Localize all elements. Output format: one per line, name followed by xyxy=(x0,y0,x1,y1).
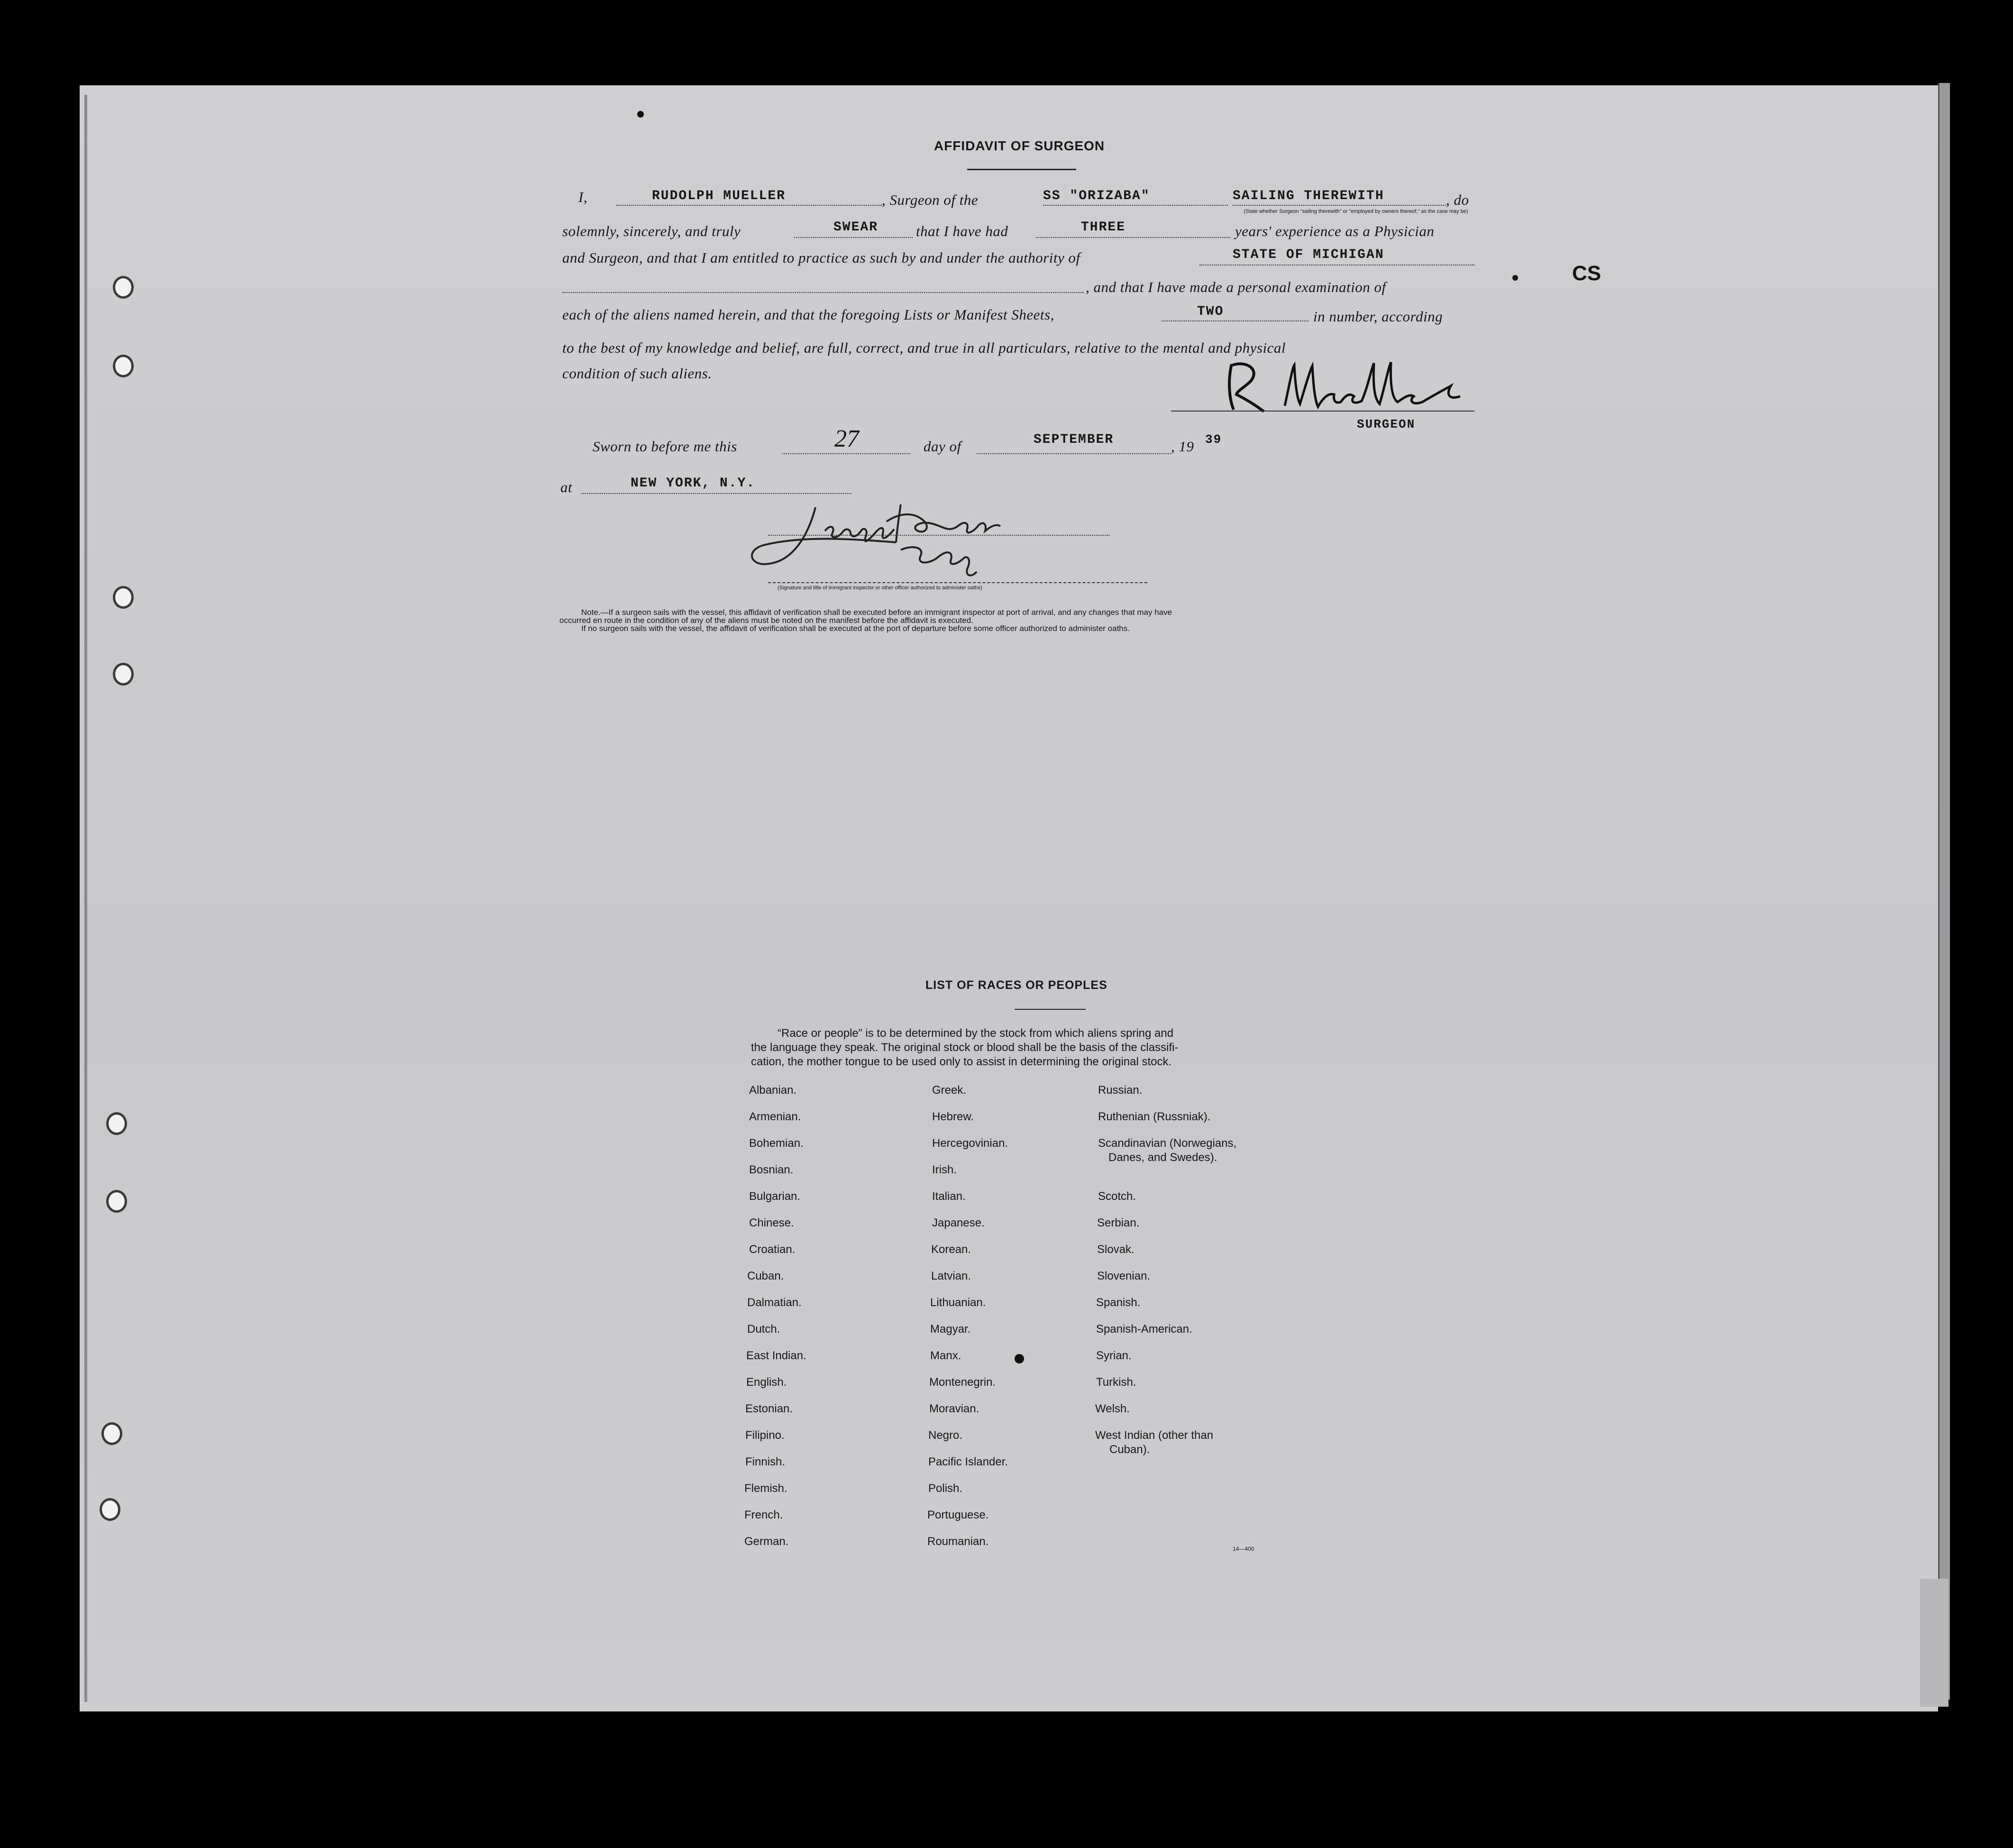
race-item: Negro. xyxy=(928,1429,963,1442)
race-item: Welsh. xyxy=(1095,1402,1130,1415)
surgeon-label: SURGEON xyxy=(1357,417,1416,431)
page-edge-corner xyxy=(1920,1579,1949,1707)
surgeon-signature xyxy=(1223,351,1489,417)
binder-hole xyxy=(113,663,134,686)
speck xyxy=(637,111,644,118)
condition-text: condition of such aliens. xyxy=(562,365,712,382)
affidavit-title: AFFIDAVIT OF SURGEON xyxy=(934,138,1105,153)
note-line-3: If no surgeon sails with the vessel, the affidavit of verification shall be executed at the port of departure before some officer authorized to administer oaths. xyxy=(581,624,1130,633)
race-item: Portuguese. xyxy=(927,1509,989,1521)
race-item: Armenian. xyxy=(749,1110,801,1123)
speck xyxy=(1512,275,1518,281)
sheet-count: TWO xyxy=(1197,304,1224,319)
authority-continued-line xyxy=(562,292,1084,293)
race-item: Hebrew. xyxy=(932,1110,974,1123)
document-page xyxy=(80,85,1938,1711)
binder-hole xyxy=(113,586,134,609)
binder-hole xyxy=(113,276,134,299)
sworn-day: 27 xyxy=(834,425,859,452)
margin-mark: CS xyxy=(1572,262,1601,285)
race-item: Bohemian. xyxy=(749,1137,804,1150)
race-item: Dalmatian. xyxy=(747,1296,802,1309)
race-item: Magyar. xyxy=(930,1323,971,1336)
binder-hole xyxy=(100,1498,120,1521)
oath-type: SWEAR xyxy=(833,220,878,235)
title-underline xyxy=(967,169,1076,170)
race-item: Estonian. xyxy=(745,1402,793,1415)
race-item: Dutch. xyxy=(747,1323,780,1336)
and-surgeon-text: and Surgeon, and that I am entitled to practice as such by and under the authority of xyxy=(562,249,1080,266)
sworn-place: NEW YORK, N.Y. xyxy=(631,476,756,491)
binder-hole xyxy=(101,1422,122,1445)
race-item: Moravian. xyxy=(929,1402,979,1415)
surgeon-name: RUDOLPH MUELLER xyxy=(652,189,786,203)
experience-text: years' experience as a Physician xyxy=(1235,223,1435,239)
race-item: Montenegrin. xyxy=(929,1376,996,1389)
race-item: Bulgarian. xyxy=(749,1190,801,1203)
race-item: Latvian. xyxy=(931,1270,971,1282)
races-title: LIST OF RACES OR PEOPLES xyxy=(925,979,1107,992)
race-item: Croatian. xyxy=(749,1243,796,1256)
month-line xyxy=(977,453,1171,454)
examination-text: , and that I have made a personal examination of xyxy=(1086,279,1386,295)
solemnly-text: solemnly, sincerely, and truly xyxy=(562,223,741,239)
page-edge xyxy=(1938,83,1950,1700)
note-line-1: Note.—If a surgeon sails with the vessel, this affidavit of verification shall be executed before an immigrant inspector at port of arrival, and any changes that may have xyxy=(581,608,1172,617)
race-item: Greek. xyxy=(932,1084,967,1097)
race-item: Italian. xyxy=(932,1190,966,1203)
surgeon-signature-line xyxy=(1171,411,1474,412)
race-item: Russian. xyxy=(1098,1084,1143,1097)
race-item: English. xyxy=(746,1376,787,1389)
race-item: East Indian. xyxy=(746,1349,806,1362)
year-suffix: 39 xyxy=(1205,432,1222,447)
form-number: 14—400 xyxy=(1233,1546,1254,1552)
race-item: West Indian (other than xyxy=(1095,1429,1214,1442)
race-item: Spanish. xyxy=(1096,1296,1141,1309)
races-intro-line-3: cation, the mother tongue to be used only to assist in determining the original stock. xyxy=(751,1055,1172,1068)
race-item: Ruthenian (Russniak). xyxy=(1098,1110,1211,1123)
note-line-2: occurred en route in the condition of any of the aliens must be noted on the manifest before the affidavit is executed. xyxy=(559,616,973,625)
race-item: Lithuanian. xyxy=(930,1296,986,1309)
race-item: Cuban). xyxy=(1109,1443,1150,1456)
sworn-month: SEPTEMBER xyxy=(1034,432,1114,447)
inspector-signature-line xyxy=(768,582,1147,583)
race-item: Chinese. xyxy=(749,1217,794,1229)
inspector-upper-line xyxy=(768,535,1109,536)
binder-hole xyxy=(106,1112,127,1135)
race-item: Bosnian. xyxy=(749,1163,794,1176)
day-line xyxy=(782,453,910,454)
vessel-name: SS "ORIZABA" xyxy=(1043,189,1150,203)
years-count: THREE xyxy=(1081,220,1126,235)
race-item: Irish. xyxy=(932,1163,957,1176)
race-item: Pacific Islander. xyxy=(928,1455,1008,1468)
race-item: Japanese. xyxy=(932,1217,985,1229)
status-line xyxy=(1233,205,1446,206)
signature-caption: (Signature and title of immigrant inspector or other officer authorized to administer oaths) xyxy=(778,585,982,591)
race-item: German. xyxy=(744,1535,789,1548)
binder-hole xyxy=(113,355,134,377)
vessel-line xyxy=(1043,205,1228,206)
sheets-line xyxy=(1162,320,1308,321)
race-item: Cuban. xyxy=(747,1270,784,1282)
authority: STATE OF MICHIGAN xyxy=(1233,247,1384,262)
race-item: Turkish. xyxy=(1096,1376,1136,1389)
years-line xyxy=(1036,237,1230,238)
sworn-text: Sworn to before me this xyxy=(593,438,737,455)
race-item: Finnish. xyxy=(745,1455,786,1468)
race-item: Albanian. xyxy=(749,1084,797,1097)
do-text: , do xyxy=(1446,192,1469,208)
status-note: (State whether Surgeon "sailing therewith" or "employed by owners thereof," as the case may be) xyxy=(1244,209,1468,214)
race-item: Serbian. xyxy=(1097,1217,1140,1229)
race-item: Syrian. xyxy=(1096,1349,1132,1362)
races-intro-line-1: “Race or people” is to be determined by the stock from which aliens spring and xyxy=(778,1027,1174,1040)
race-item: Scotch. xyxy=(1098,1190,1136,1203)
binding-line xyxy=(84,95,87,1702)
race-item: Flemish. xyxy=(744,1482,787,1495)
year-prefix: , 19 xyxy=(1171,438,1194,455)
sailing-status: SAILING THEREWITH xyxy=(1233,189,1384,203)
name-line xyxy=(616,205,882,206)
day-of-text: day of xyxy=(924,438,961,455)
race-item: Korean. xyxy=(931,1243,971,1256)
in-number-text: in number, according xyxy=(1313,308,1443,325)
at-text: at xyxy=(560,479,573,495)
speck xyxy=(1015,1354,1024,1363)
race-item: Filipino. xyxy=(745,1429,785,1442)
race-item: Hercegovinian. xyxy=(932,1137,1008,1150)
races-intro-line-2: the language they speak. The original stock or blood shall be the basis of the classifi- xyxy=(751,1041,1179,1054)
race-item: French. xyxy=(744,1509,783,1521)
surgeon-of-text: , Surgeon of the xyxy=(882,192,979,208)
races-title-underline xyxy=(1015,1009,1086,1010)
race-item: Spanish-American. xyxy=(1096,1323,1192,1336)
i-word: I, xyxy=(578,189,588,205)
oath-line xyxy=(794,237,913,238)
binder-hole xyxy=(106,1190,127,1213)
each-alien-text: each of the aliens named herein, and that the foregoing Lists or Manifest Sheets, xyxy=(562,306,1054,323)
best-knowledge-text: to the best of my knowledge and belief, are full, correct, and true in all particulars, relative to the mental and physical xyxy=(562,339,1286,356)
inspector-signature xyxy=(744,493,1086,588)
race-item: Manx. xyxy=(930,1349,961,1362)
race-item: Scandinavian (Norwegians, xyxy=(1098,1137,1237,1150)
race-item: Slovak. xyxy=(1097,1243,1135,1256)
have-had-text: that I have had xyxy=(916,223,1008,239)
race-item: Danes, and Swedes). xyxy=(1108,1151,1217,1164)
race-item: Roumanian. xyxy=(927,1535,989,1548)
race-item: Polish. xyxy=(928,1482,963,1495)
race-item: Slovenian. xyxy=(1097,1270,1151,1282)
